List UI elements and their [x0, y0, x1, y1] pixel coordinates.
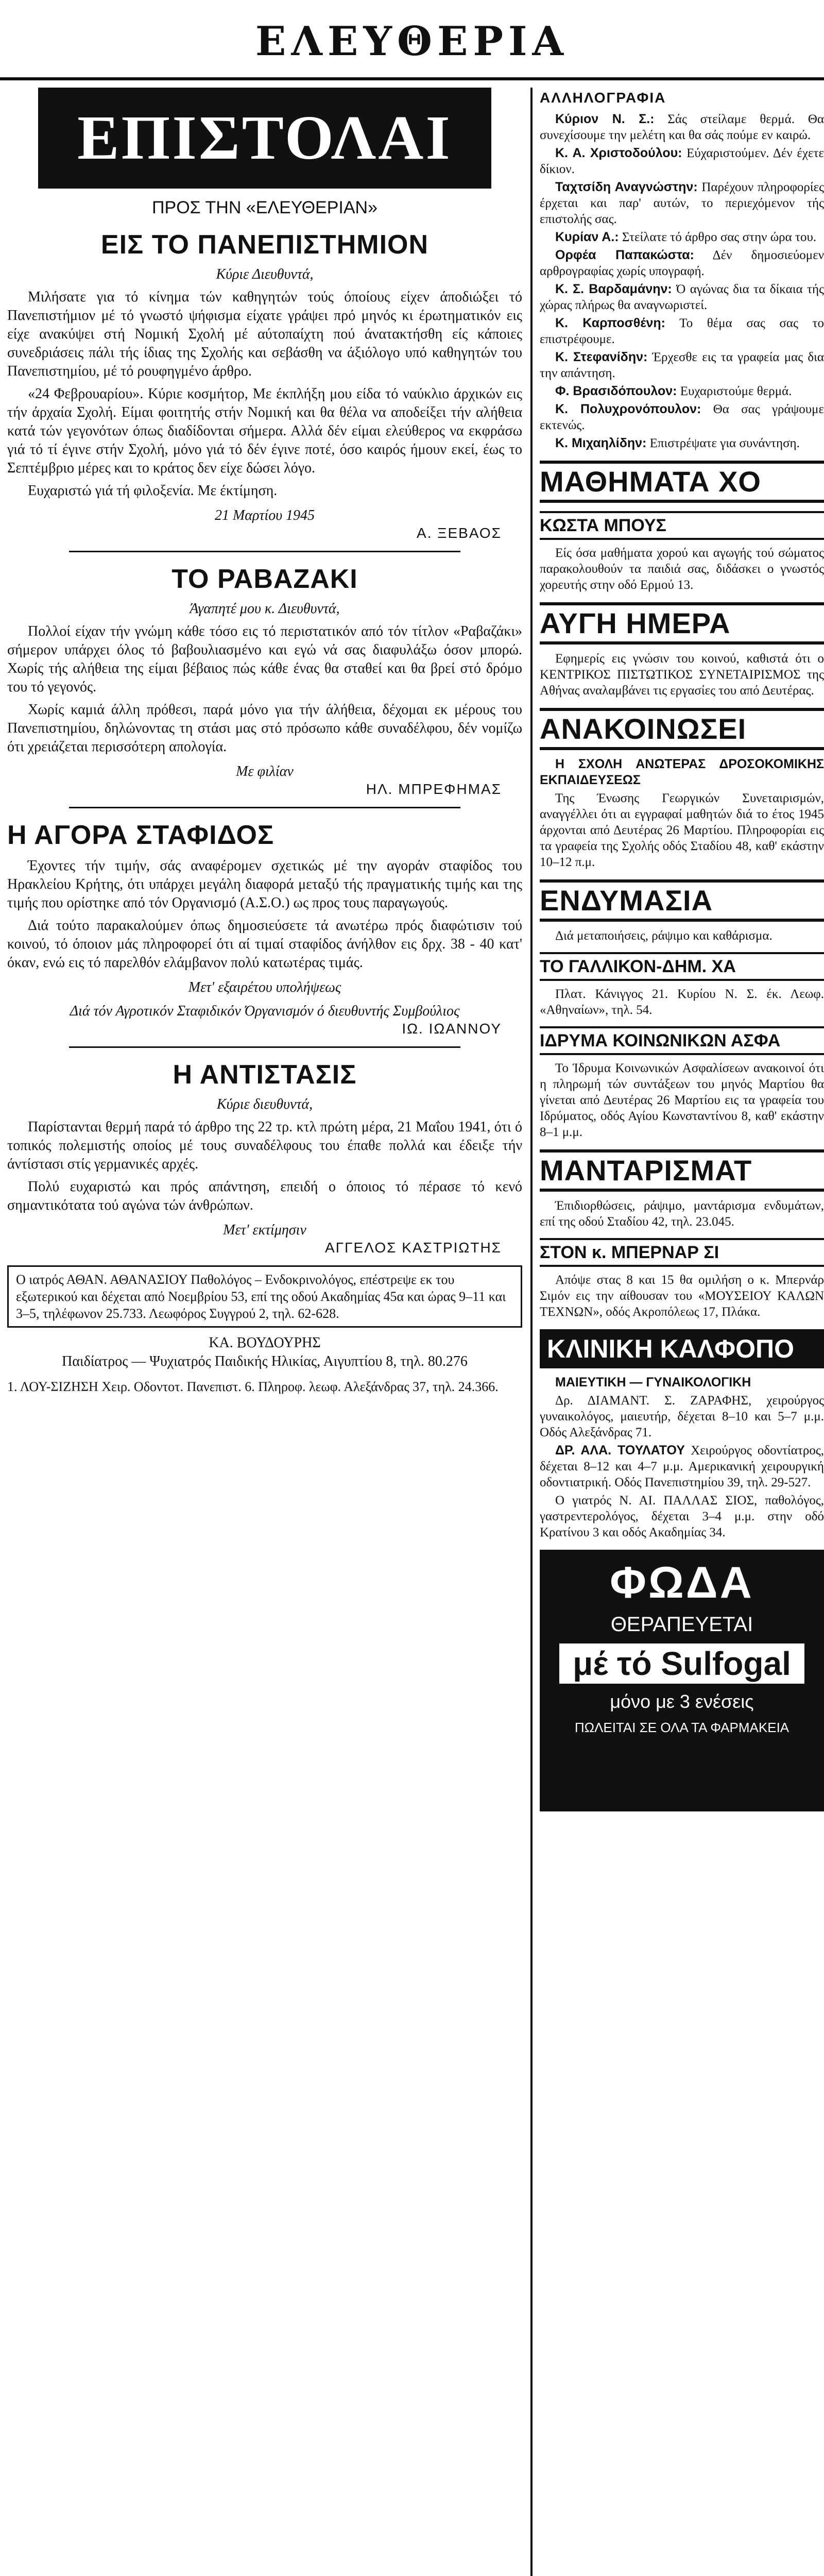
mathimata-text: Είς όσα μαθήματα χορού και αγωγής τού σώματος παρακολουθούν τα παιδιά σας, διδάσκει ο γνωστός χορευτής στην οδό Ερμού 13.: [540, 546, 824, 592]
letter-salute: Άγαπητέ μου κ. Διευθυντά,: [190, 601, 340, 617]
allilografia-name: Κυρίαν Α.:: [555, 230, 619, 244]
barbar-text: Απόψε στας 8 και 15 θα ομιλήση ο κ. Μπερνάρ Σιμόν εις την αίθουσαν του «ΜΟΥΣΕΙΟΥ ΚΑΛΩΝ ΤΕΧΝΩΝ», οδός Ακροπόλεως 17, Πλάκα.: [540, 1273, 824, 1319]
letter-date: 21 Μαρτίου 1945: [214, 507, 315, 523]
letter-signature: Α. ΞΕΒΑΟΣ: [417, 525, 502, 541]
allilografia-text: Το θέμα σας σας το επιστρέφουμε.: [540, 316, 824, 346]
allilografia-text: Δέν δημοσιεύομεν αρθρογραφίας χωρίς υπογραφή.: [540, 248, 824, 278]
newspaper-title: ΕΛΕΥΘΕΡΙΑ: [255, 18, 569, 65]
doctor-ad: [7, 1265, 522, 1328]
idryma-text: Το Ίδρυμα Κοινωνικών Ασφαλίσεων ανακοινοί ότι η πληρωμή τών συντάξεων του μηνός Μαρτίου θα γίνεται από Δευτέρας 26 Μαρτίου εις τα γραφεία του Ιδρύματος, οδός Αγίου Κωνσταντίνου 8, καθ' εκάστην 8–1 μ.μ.: [540, 1061, 824, 1139]
allilografia-item: [540, 145, 824, 177]
allilografia-text: Έρχεσθε εις τα γραφεία μας δια την απάντηση.: [540, 350, 824, 380]
mathimata-subheading: ΚΩΣΤΑ ΜΠΟΥΣ: [540, 511, 824, 540]
sulfogal-ad-line: μόνο με 3 ενέσεις: [610, 1691, 754, 1712]
allilografia-item: [540, 247, 824, 279]
allilografia-name: Ορφέα Παπακώστα:: [555, 248, 694, 262]
letter-closing: Με φιλίαν: [236, 764, 294, 779]
doctor-ad-text: Ο ιατρός ΑΘΑΝ. ΑΘΑΝΑΣΙΟΥ Παθολόγος – Ενδοκρινολόγος, επέστρεψε εκ του εξωτερικού και δέχεται από Νοεμβρίου 53, επί της οδού Ακαδημίας 45α και ώρας 9–11 και 3–5, τηλέφωνον 25.733. Λεωφόρος Συγγρού 2, τηλ. 62-628.: [16, 1272, 506, 1321]
masthead: [0, 0, 824, 80]
anakoinoseis-heading: ΑΝΑΚΟΙΝΩΣΕΙ: [540, 708, 824, 750]
allilografia-text: Παρέχουν πληροφορίες έρχεται και παρ' αυτών, το περιεχόμενον τής επιστολής σας.: [540, 180, 824, 226]
allilografia-text: Ευχαριστούμε θερμά.: [680, 384, 792, 398]
anakoinoseis-text: Της Ένωσης Γεωργικών Συνεταιρισμών, αναγγέλλει ότι αι εγγραφαί μαθητών διά το έτος 1945 άρχονται από Δευτέρας 26 Μαρτίου. Πληροφορίαι εις τα γραφεία της Σχολής οδός Σταδίου 48, καθ' εκάστην 10–12 π.μ.: [540, 791, 824, 869]
mantarismata-text: Έπιδιορθώσεις, ράψιμο, μαντάρισμα ενδυμάτων, επί της οδού Σταδίου 42, τηλ. 23.045.: [540, 1199, 824, 1229]
anakoinoseis-subheading: [540, 756, 824, 788]
letter-paragraph: Έχοντες τήν τιμήν, σάς αναφέρομεν σχετικώς μέ την αγοράν σταφίδος του Ηρακλείου Κρήτης, ότι υπάρχει μεγάλη διαφορά μεταξύ τής πραγματικής τιμής και της τιμής που ορίστηκε από τόν Οργανισμό (Α.Σ.Ο.) ως προς τους παραγωγούς.: [7, 858, 522, 911]
letter-paragraph: Μιλήσατε για τό κίνημα τών καθηγητών τούς όποίους είχεν άποδιώξει τό Πανεπιστήμιον μέ τό γνωστό ψήφισμα είχατε γράψει πρό μηνός κι έρωτηματικόν εις είχε ανακύψει στή Νομική Σχολή μέ αύτοπαίχτη πού άνατακτήσθη είς κάποιες συνεδριάσεις πάλι τής ίδιας της Σχολής και σεβάσθη να άξιόλογο υπό καθηγητών του Πανεπιστημίου, μέ τό ρουφηγμένο άρθρο.: [7, 289, 522, 379]
allilografia-name: Κ. Σ. Βαρδαμάνην:: [555, 282, 672, 296]
allilografia-item: [540, 435, 824, 451]
allilografia-list: [540, 111, 824, 451]
sulfogal-ad: [540, 1550, 824, 1811]
allilografia-name: Κύριον Ν. Σ.:: [555, 112, 655, 126]
allilografia-name: Κ. Α. Χριστοδούλου:: [555, 146, 682, 160]
vouduris-name: ΚΑ. ΒΟΥΔΟΥΡΗΣ: [209, 1335, 321, 1351]
allilografia-item: [540, 401, 824, 433]
mantarismata-heading: ΜΑΝΤΑΡΙΣΜΑΤ: [540, 1149, 824, 1192]
divider: [69, 807, 460, 808]
klinik-text: Δρ. ΔΙΑΜΑΝΤ. Σ. ΖΑΡΑΦΗΣ, χειρούργος γυναικολόγος, μαιευτήρ, δέχεται 8–10 και 5–7 μ.μ. Οδός Αλεξάνδρας 71.: [540, 1394, 824, 1439]
divider: [69, 551, 460, 552]
allilografia-text: Ό αγώνας δια τα δίκαια τής χώρας πλήρως θα αναγνωριστεί.: [540, 282, 824, 312]
avgi-text: Εφημερίς εις γνώσιν του κοινού, καθιστά ότι ο ΚΕΝΤΡΙΚΟΣ ΠΙΣΤΩΤΙΚΟΣ ΣΥΝΕΤΑΙΡΙΣΜΟΣ της Αθήνας αναλαμβάνει τις εργασίες του από Δευτέρας.: [540, 652, 824, 698]
sulfogal-ad-line: ΘΕΡΑΠΕΥΕΤΑΙ: [610, 1613, 753, 1636]
letter-closing: Μετ' εξαιρέτου υπολήψεως: [188, 979, 341, 995]
letter-closing: Μετ' εκτίμησιν: [223, 1222, 306, 1238]
letter-title: Η ΑΝΤΙΣΤΑΣΙΣ: [173, 1060, 357, 1090]
vouduris-text: Παιδίατρος — Ψυχιατρός Παιδικής Ηλικίας, Αιγυπτίου 8, τηλ. 80.276: [62, 1353, 468, 1369]
letter-org: Διά τόν Αγροτικόν Σταφιδικόν Όργανισμόν ό διευθυντής Συμβούλιος: [70, 1003, 460, 1019]
letter-paragraph: Πολύ ευχαριστώ και πρός απάντηση, επειδή ο όποιος τό πέρασε τό κενό σημαντικότατα τού αγώνα τών άνθρώπων.: [7, 1179, 522, 1213]
letters-column: [7, 88, 522, 2576]
allilografia-name: Κ. Στεφανίδην:: [555, 350, 648, 364]
allilografia-name: Ταχτσίδη Αναγνώστην:: [555, 180, 698, 194]
allilografia-title: ΑΛΛΗΛΟΓΡΑΦΙΑ: [540, 90, 666, 106]
endymasia-text: Διά μεταποιήσεις, ράψιμο και καθάρισμα.: [555, 929, 772, 943]
allilografia-text: Στείλατε τό άρθρο σας στην ώρα του.: [622, 230, 817, 244]
sulfogal-ad-footer: ΠΩΛΕΙΤΑΙ ΣΕ ΟΛΑ ΤΑ ΦΑΡΜΑΚΕΙΑ: [574, 1720, 789, 1735]
letter-signature: ΙΩ. ΙΩΑΝΝΟΥ: [402, 1021, 502, 1037]
letter-signature: ΗΛ. ΜΠΡΕΦΗΜΑΣ: [366, 781, 502, 797]
allilografia-item: [540, 315, 824, 347]
klinik-sub: ΜΑΙΕΥΤΙΚΗ — ΓΥΝΑΙΚΟΛΟΓΙΚΗ: [555, 1375, 751, 1389]
endymasia-heading: ΕΝΔΥΜΑΣΙΑ: [540, 879, 824, 922]
toulatou-ad: [540, 1443, 824, 1490]
allilografia-name: Κ. Μιχαηλίδην:: [555, 436, 647, 450]
letter-title: ΕΙΣ ΤΟ ΠΑΝΕΠΙΣΤΗΜΙΟΝ: [100, 230, 429, 260]
sulfogal-ad-brand: μέ τό Sulfogal: [559, 1643, 804, 1684]
right-column: [540, 88, 824, 2576]
allilografia-name: Κ. Καρποσθένη:: [555, 316, 666, 330]
letter-salute: Κύριε Διευθυντά,: [216, 266, 314, 282]
allilografia-text: Επιστρέψατε για συνάντηση.: [649, 436, 800, 450]
allilografia-item: [540, 281, 824, 313]
allilografia-text: Σάς στείλαμε θερμά. Θα συνεχίσουμε την μελέτη και θα σάς πούμε εν καιρώ.: [540, 112, 824, 142]
barbar-heading: ΣΤΟΝ κ. ΜΠΕΡΝΑΡ ΣΙ: [540, 1238, 824, 1267]
letter-salute: Κύριε διευθυντά,: [216, 1096, 313, 1112]
letter-title: Η ΑΓΟΡΑ ΣΤΑΦΙΔΟΣ: [7, 820, 274, 850]
letter-signature: ΑΓΓΕΛΟΣ ΚΑΣΤΡΙΩΤΗΣ: [325, 1240, 502, 1256]
allilografia-item: [540, 383, 824, 399]
dentist-ad: 1. ΛΟΥ-ΣΙΖΗΣΗ Χειρ. Οδοντοτ. Πανεπιστ. 6. Πληροφ. λεωφ. Αλεξάνδρας 37, τηλ. 24.366.: [7, 1379, 499, 1394]
letter-paragraph: Διά τούτο παρακαλούμεν όπως δημοσιεύσετε τά ανωτέρω πρός διαφώτισιν τού κοινού, τό όποιον μάς πληροφορεί ότι αί τιμαί σταφίδος άνήλθον εις δρχ. 38 - 40 κατ' όκαν, ενώ εις τό παρελθόν ελάμβανον πολύ κατωτέρας τιμάς.: [7, 918, 522, 971]
allilografia-name: Φ. Βρασιδόπουλον:: [555, 384, 677, 398]
allilografia-text: Εύχαριστούμεν. Δέν έχετε δίκιον.: [540, 146, 824, 176]
letter-paragraph: Παρίστανται θερμή παρά τό άρθρο της 22 τρ. κτλ πρώτη μέρα, 21 Μαΐου 1941, ότι ό τοπικός πολεμιστής οποίος μέ τους συναδέλφους του έπαθε πολλά και έδειξε τήν άντίστασι στίς γερμανικές αρχές.: [7, 1119, 522, 1172]
letter-paragraph: Ευχαριστώ γιά τή φιλοξενία. Με έκτίμηση.: [28, 483, 278, 499]
allilografia-item: [540, 111, 824, 143]
allilografia-item: [540, 349, 824, 381]
allilografia-item: [540, 229, 824, 245]
pharmacy-text: Ο γιατρός Ν. ΑΙ. ΠΑΛΛΑΣ ΣΙΟΣ, παθολόγος, γαστρεντερολόγος, δέχεται 3–4 μ.μ. στην οδό Κρατίνου 3 και οδός Ακαδημίας 34.: [540, 1494, 824, 1539]
mathimata-heading: ΜΑΘΗΜΑΤΑ ΧΟ: [540, 461, 824, 503]
section-title: ΕΠΙΣΤΟΛΑΙ: [38, 88, 491, 189]
to-line: ΠΡΟΣ ΤΗΝ «ΕΛΕΥΘΕΡΙΑΝ»: [152, 198, 377, 217]
letter-paragraph: Χωρίς καμιά άλλη πρόθεσι, παρά μόνο για τήν άλήθεια, δέχομαι εκ μέρους του Πανεπιστημίου, δηλώνοντας τη στάσι μας στό πρόσωπο κάθε συναδέλφου, δέν νομίζω ότι χρειάζεται περισσότερη απολογία.: [7, 702, 522, 755]
sulfogal-ad-headline: ΦΩΔΑ: [610, 1558, 754, 1607]
allilografia-text: Θα σας γράψουμε εκτενώς.: [540, 402, 824, 432]
toulatou-text: Χειρούργος οδοντίατρος, δέχεται 8–12 και 4–7 μ.μ. Αμερικανική χειρουργική οδοντιατρική. Οδός Πανεπιστημίου 39, τηλ. 29-527.: [540, 1444, 824, 1489]
avgi-heading: ΑΥΓΗ ΗΜΕΡΑ: [540, 602, 824, 645]
idryma-heading: ΙΔΡΥΜΑ ΚΟΙΝΩΝΙΚΩΝ ΑΣΦΑ: [540, 1026, 824, 1055]
klinik-heading: ΚΛΙΝΙΚΗ ΚΑΛΦΟΠΟ: [540, 1329, 824, 1368]
toulatou-heading: ΔΡ. ΑΛΑ. ΤΟΥΛΑΤΟΥ: [555, 1443, 685, 1458]
letter-paragraph: Πολλοί είχαν τήν γνώμη κάθε τόσο εις τό περιστατικόν από τόν τίτλον «Ραβαζάκι» σήμερον υπάρχει όλος τό βαβουλιασμένο και εγώ νά σας διαφυλάξω όσον μπορώ. Χωρίς τής αλήθεια της είμαι βέβαιος πώς κάθε ένας θα σταθεί και θα βρεί στό δρόμο του τό γεγονός.: [7, 623, 522, 695]
klinik-subheading: [540, 1375, 824, 1391]
divider: [69, 1046, 460, 1048]
anakoinoseis-sub: Η ΣΧΟΛΗ ΑΝΩΤΕΡΑΣ ΔΡΟΣΟΚΟΜΙΚΗΣ ΕΚΠΑΙΔΕΥΣΕΩΣ: [540, 757, 824, 787]
allilografia-item: [540, 179, 824, 227]
letter-paragraph: «24 Φεβρουαρίου». Κύριε κοσμήτορ, Με έκπλήξη μου είδα τό ναύκλιο άρχικών εις τήν άρχαία Σχολή. Είμαι φοιτητής στήν Νομική και θα θέλα να αποδείξει τήν αλήθεια κατά τών γεγονότων όπως διαδίδονται σήμερα. Αλλά δέν είμαι ελεύθερος να εκφράσω γιά τό τί έγινε στήν Σχολή, μόνο γιά τό δέν έγινε ποτέ, όσο καιρός ήμουν εκεί, έως το Σεπτέμβριο μέρες και το κράτος δεν είχε δώσει λόγο.: [7, 386, 522, 476]
gallikon-heading: ΤΟ ΓΑΛΛΙΚΟΝ-ΔΗΜ. ΧΑ: [540, 952, 824, 981]
allilografia-name: Κ. Πολυχρονόπουλον:: [555, 402, 701, 416]
gallikon-text: Πλατ. Κάνιγγος 21. Κυρίου Ν. Σ. έκ. Λεωφ. «Αθηναίων», τηλ. 54.: [540, 987, 824, 1017]
letter-title: ΤΟ ΡΑΒΑΖΑΚΙ: [171, 564, 358, 594]
column-rule: [530, 88, 533, 2576]
vouduris-ad: [7, 1334, 522, 1371]
